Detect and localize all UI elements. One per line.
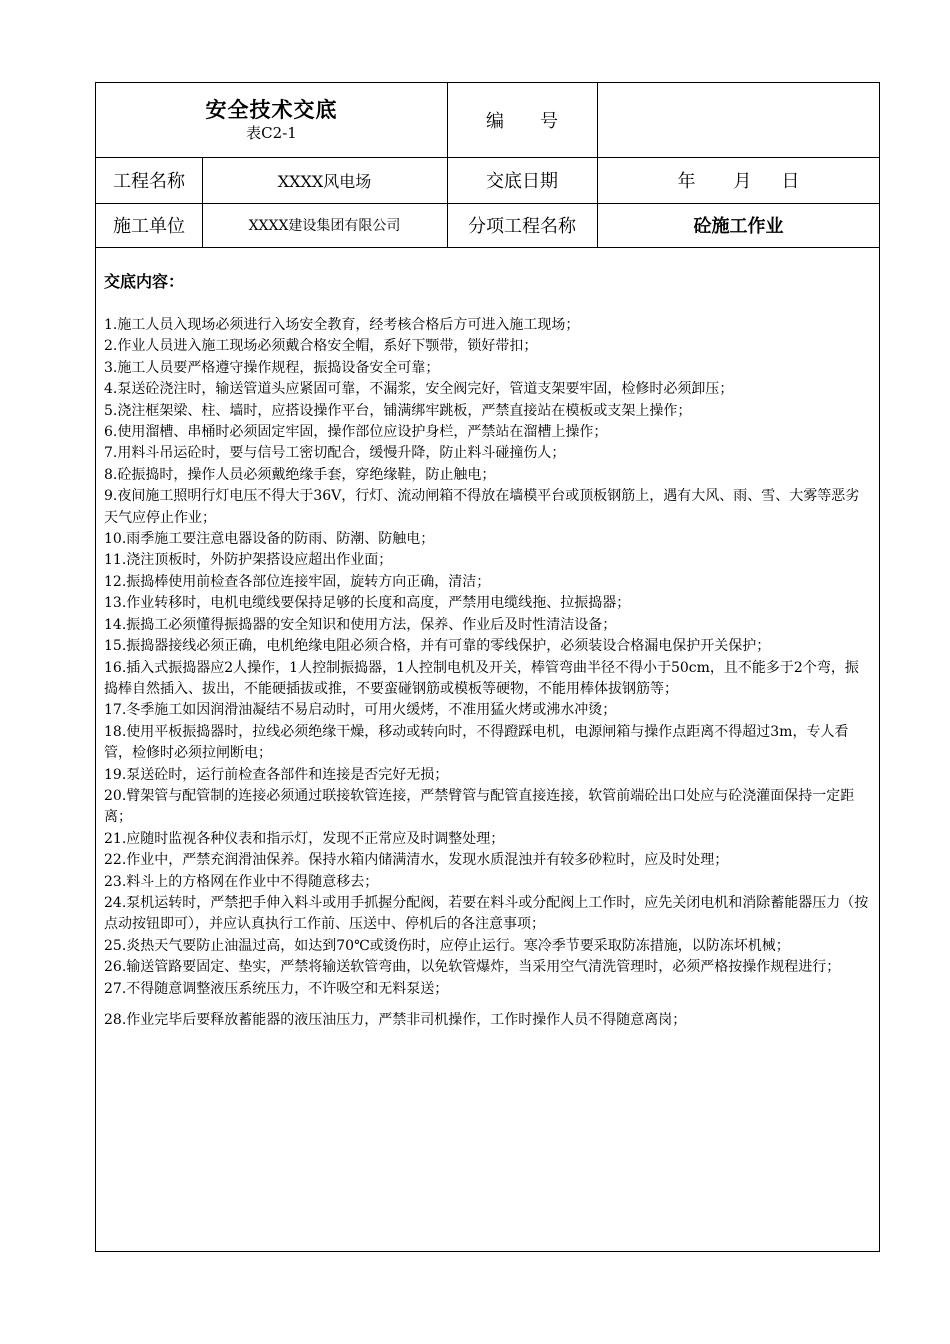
form-title-cell xyxy=(96,83,447,157)
form-code: 表C2-1 xyxy=(246,124,297,142)
list-item: 22.作业中，严禁充润滑油保养。保持水箱内储满清水，发现水质混浊并有较多砂粒时，应及时处理； xyxy=(104,852,729,869)
list-item: 23.料斗上的方格网在作业中不得随意移去； xyxy=(104,873,379,890)
disclosure-date-label: 交底日期 xyxy=(486,171,558,192)
list-item: 19.泵送砼时，运行前检查各部件和连接是否完好无损； xyxy=(104,766,449,783)
list-item: 5.浇注框架梁、柱、墙时，应搭设操作平台，铺满绑牢跳板，严禁直接站在模板或支架上操作； xyxy=(104,402,692,419)
construction-unit-label: 施工单位 xyxy=(113,216,185,237)
list-item: 3.施工人员要严格遵守操作规程，振捣设备安全可靠； xyxy=(104,359,440,376)
list-item: 20.臂架管与配管制的连接必须通过联接软管连接，严禁臂管与配管直接连接，软管前端砼出口处应与砼浇灌面保持一定距离； xyxy=(104,787,855,826)
list-item: 10.雨季施工要注意电器设备的防雨、防潮、防触电； xyxy=(104,531,435,548)
date-month: 月 xyxy=(733,171,752,192)
list-item: 13.作业转移时，电机电缆线要保持足够的长度和高度，严禁用电缆线拖、拉振捣器； xyxy=(104,595,631,612)
list-item: 26.输送管路要固定、垫实，严禁将输送软管弯曲，以免软管爆炸，当采用空气清洗管理时，必须严格按操作规程进行； xyxy=(104,959,841,976)
list-item: 14.振捣工必须懂得振捣器的安全知识和使用方法，保养、作业后及时性清洁设备； xyxy=(104,616,617,633)
list-item: 7.用料斗吊运砼时，要与信号工密切配合，缓慢升降，防止料斗碰撞伤人； xyxy=(104,445,566,462)
list-item: 15.振捣器接线必须正确，电机绝缘电阻必须合格，并有可靠的零线保护，必须装设合格漏电保护开关保护； xyxy=(104,638,771,655)
form-title: 安全技术交底 xyxy=(205,97,338,122)
subproject-name-value: 砼施工作业 xyxy=(693,216,784,237)
list-item: 16.插入式振捣器应2人操作，1人控制振捣器，1人控制电机及开关，棒管弯曲半径不得小于50cm，且不能多于2个弯，振捣棒自然插入、拔出，不能硬插拔或推，不要蛮碰钢筋或模板等硬物，不能用棒体拔钢筋等； xyxy=(104,659,859,697)
construction-unit-value: XXXX建设集团有限公司 xyxy=(248,218,401,234)
list-item: 28.作业完毕后要释放蓄能器的液压油压力，严禁非司机操作，工作时操作人员不得随意离岗； xyxy=(104,1012,687,1028)
list-item: 8.砼振捣时，操作人员必须戴绝缘手套，穿绝缘鞋，防止触电； xyxy=(104,466,496,483)
list-item: 6.使用溜槽、串桶时必须固定牢固，操作部位应设护身栏，严禁站在溜槽上操作； xyxy=(104,424,608,441)
disclosure-items-list xyxy=(104,315,872,1031)
list-item: 21.应随时监视各种仪表和指示灯，发现不正常应及时调整处理； xyxy=(104,830,505,847)
list-item: 11.浇注顶板时，外防护架搭设应超出作业面； xyxy=(104,552,393,569)
project-name-value: XXXX风电场 xyxy=(277,171,372,191)
disclosure-date-value xyxy=(597,157,880,203)
disclosure-content-heading: 交底内容： xyxy=(104,272,185,291)
list-item: 2.作业人员进入施工现场必须戴合格安全帽，系好下颚带，锁好带扣； xyxy=(104,338,538,355)
date-day: 日 xyxy=(781,171,800,192)
row-divider xyxy=(96,247,879,248)
list-item: 9.夜间施工照明行灯电压不得大于36V，行灯、流动闸箱不得放在墙模平台或顶板钢筋上，遇有大风、雨、雪、大雾等恶劣天气应停止作业； xyxy=(104,488,860,526)
list-item: 1.施工人员入现场必须进行入场安全教育，经考核合格后方可进入施工现场； xyxy=(104,317,580,333)
list-item: 4.泵送砼浇注时，输送管道头应紧固可靠，不漏浆，安全阀完好，管道支架要牢固，检修时必须卸压； xyxy=(104,381,734,398)
list-item: 27.不得随意调整液压系统压力，不许吸空和无料泵送； xyxy=(104,980,449,997)
subproject-name-label: 分项工程名称 xyxy=(468,216,576,237)
list-item: 18.使用平板振捣器时，拉线必须绝缘干燥，移动或转向时，不得蹬踩电机，电源闸箱与操作点距离不得超过3m，专人看管，检修时必须拉闸断电； xyxy=(104,723,849,762)
date-year: 年 xyxy=(677,171,696,192)
list-item: 12.振捣棒使用前检查各部位连接牢固，旋转方向正确，清洁； xyxy=(104,573,491,590)
list-item: 17.冬季施工如因润滑油凝结不易启动时，可用火缓烤，不准用猛火烤或沸水冲烫； xyxy=(104,702,617,719)
safety-disclosure-form xyxy=(95,82,880,1252)
list-item: 25.炎热天气要防止油温过高，如达到70℃或烫伤时，应停止运行。寒冷季节要采取防冻措施，以防冻坏机械； xyxy=(104,937,790,954)
number-field xyxy=(597,83,880,157)
list-item: 24.泵机运转时，严禁把手伸入料斗或用手抓握分配阀，若要在料斗或分配阀上工作时，应先关闭电机和消除蓄能器压力（按点动按钮即可），并应认真执行工作前、压送中、停机后的各注意事项； xyxy=(104,894,869,933)
number-label: 编 号 xyxy=(486,111,558,132)
project-name-label: 工程名称 xyxy=(113,171,185,192)
